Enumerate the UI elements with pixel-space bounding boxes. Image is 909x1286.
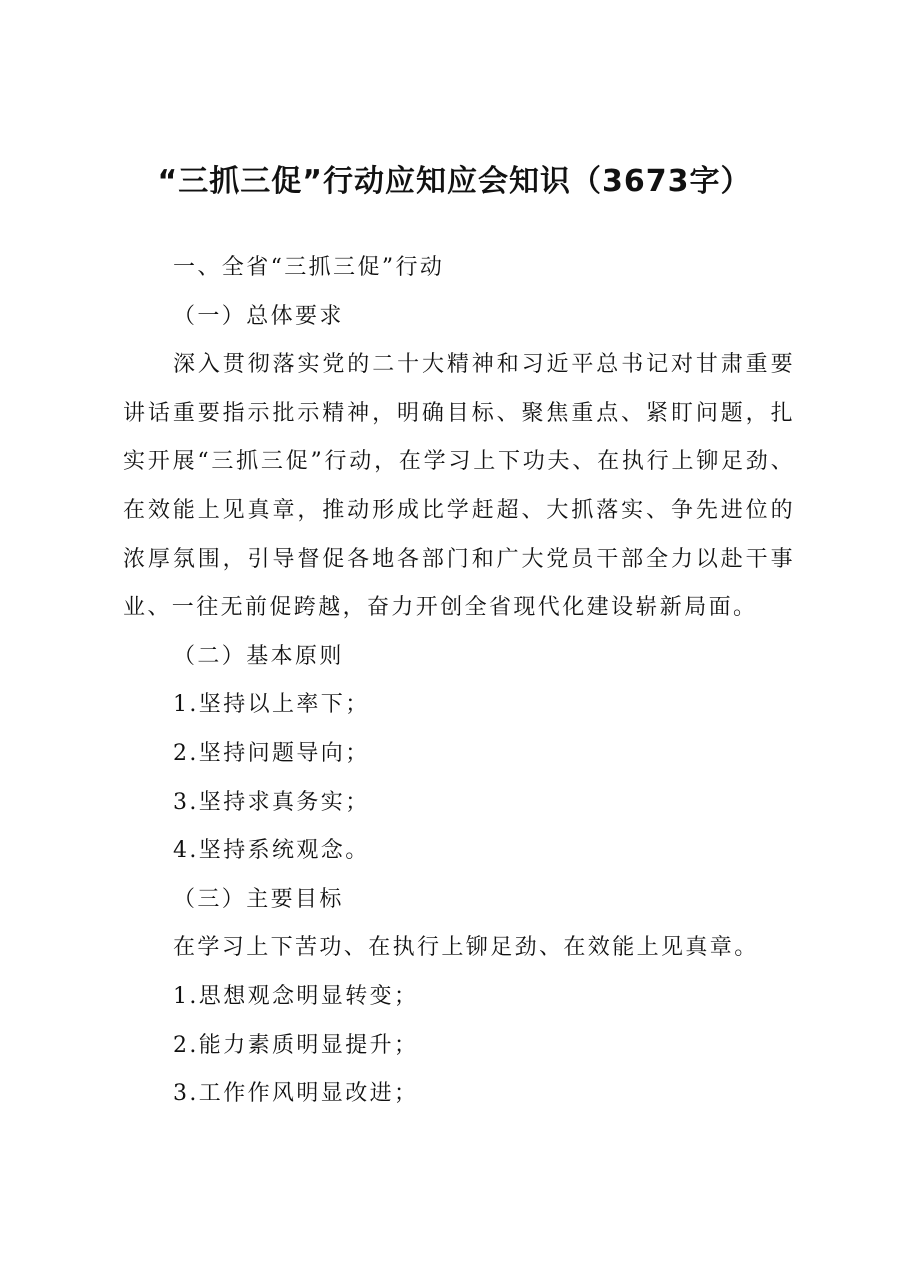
subsection-heading: （一）总体要求 (173, 303, 344, 329)
section-heading: 一、全省“三抓三促”行动 (173, 255, 445, 280)
subsection-heading: （二）基本原则 (173, 643, 344, 669)
list-item: 3.坚持求真务实； (173, 789, 370, 815)
body-paragraph: 深入贯彻落实党的二十大精神和习近平总书记对甘肃重要讲话重要指示批示精神，明确目标、聚焦重点、紧盯问题，扎实开展“三抓三促”行动，在学习上下功夫、在执行上铆足劲、在效能上见真章，推动形成比学赶超、大抓落实、争先进位的浓厚氛围，引导督促各地各部门和广大党员干部全力以赴干事业、一往无前促跨越，奋力开创全省现代化建设崭新局面。 (123, 352, 795, 621)
list-item: 1.思想观念明显转变； (173, 983, 419, 1009)
list-item: 1.坚持以上率下； (173, 692, 370, 718)
list-item: 3.工作作风明显改进； (173, 1081, 419, 1107)
list-item: 4.坚持系统观念。 (173, 838, 370, 864)
document-body (123, 244, 795, 1119)
list-item: 2.能力素质明显提升； (173, 1032, 419, 1058)
document-title: “三抓三促”行动应知应会知识（3673字） (157, 164, 752, 199)
list-item: 2.坚持问题导向； (173, 740, 370, 766)
body-paragraph: 在学习上下苦功、在执行上铆足劲、在效能上见真章。 (173, 935, 759, 961)
subsection-heading: （三）主要目标 (173, 886, 344, 912)
